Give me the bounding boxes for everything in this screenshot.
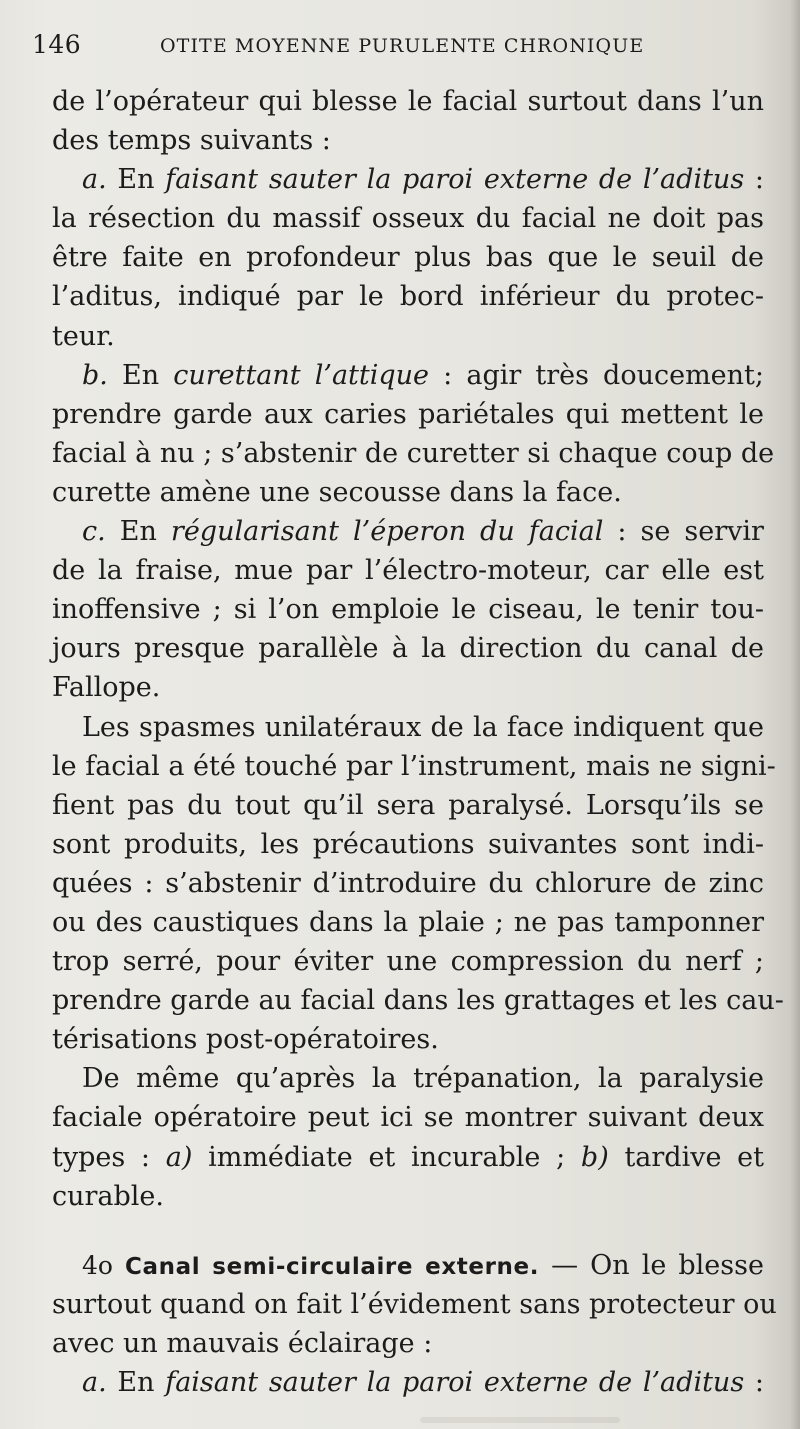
italic-phrase: faisant sauter la paroi externe de l’aditus — [165, 164, 745, 196]
list-item-c-line — [52, 512, 764, 551]
text-fragment: immédiate et incurable ; — [208, 1141, 566, 1173]
text-fragment: : se servir — [617, 516, 764, 548]
text-line: l’aditus, indiqué par le bord inférieur du protec- — [52, 281, 764, 313]
text-line: trop serré, pour éviter une compression du nerf ; — [52, 946, 764, 978]
text-fragment: types : — [52, 1141, 151, 1173]
section-spacer — [52, 1216, 764, 1246]
text-line: curable. — [52, 1180, 164, 1212]
text-line: la résection du massif osseux du facial ne doit pas — [52, 203, 764, 235]
section-number: 4o — [82, 1250, 113, 1280]
text-line: le facial a été touché par l’instrument, mais ne signi- — [52, 750, 776, 782]
text-fragment: : agir très doucement; — [443, 359, 765, 391]
text-fragment: tardive et — [624, 1141, 764, 1173]
text-line: facial à nu ; s’abstenir de curetter si chaque coup de — [52, 437, 775, 469]
text-line-types — [52, 1138, 764, 1177]
text-fragment: En — [117, 1367, 155, 1398]
section-title: Canal semi-circulaire externe. — [125, 1253, 540, 1280]
list-item-b-line — [52, 356, 764, 395]
text-line: Les spasmes unilatéraux de la face indiquent que — [82, 711, 764, 743]
italic-marker: a) — [165, 1141, 193, 1173]
text-line: de la fraise, mue par l’électro-moteur, car elle est — [52, 555, 764, 587]
text-line: de l’opérateur qui blesse le facial surtout dans l’un — [52, 86, 764, 117]
list-marker: c. — [82, 516, 106, 548]
text-fragment: : — [754, 1367, 764, 1398]
text-line: teur. — [52, 320, 115, 352]
text-line: sont produits, les précautions suivantes sont indi- — [52, 828, 764, 860]
text-line: jours presque parallèle à la direction du canal de — [52, 633, 764, 665]
text-line: fient pas du tout qu’il sera paralysé. Lorsqu’ils se — [52, 789, 764, 821]
page-number: 146 — [32, 30, 82, 59]
text-line: De même qu’après la trépanation, la paralysie — [82, 1063, 764, 1095]
text-line: térisations post-opératoires. — [52, 1024, 439, 1056]
text-line: avec un mauvais éclairage : — [52, 1327, 433, 1359]
running-head: OTITE MOYENNE PURULENTE CHRONIQUE — [160, 35, 645, 57]
text-fragment: : — [754, 164, 764, 196]
italic-phrase: faisant sauter la paroi externe de l’aditus — [165, 1367, 745, 1398]
text-line: faciale opératoire peut ici se montrer suivant deux — [52, 1102, 764, 1134]
text-line: Fallope. — [52, 672, 161, 704]
list-item-a-line — [52, 160, 764, 199]
text-line: inoffensive ; si l’on emploie le ciseau, le tenir tou- — [52, 594, 764, 626]
text-line: être faite en profondeur plus bas que le seuil de — [52, 242, 764, 274]
text-line: prendre garde au facial dans les grattages et les cau- — [52, 985, 784, 1017]
text-line: quées : s’abstenir d’introduire du chlorure de zinc — [52, 867, 764, 899]
list-marker: a. — [82, 164, 107, 196]
page-smudge — [420, 1417, 620, 1423]
text-line: prendre garde aux caries pariétales qui mettent le — [52, 398, 764, 430]
text-line: curette amène une secousse dans la face. — [52, 476, 622, 508]
text-fragment: — On le blesse — [551, 1249, 764, 1281]
text-fragment: En — [117, 164, 155, 196]
body-text — [52, 82, 784, 1402]
list-marker: a. — [82, 1367, 107, 1398]
text-fragment: En — [121, 359, 160, 391]
list-marker: b. — [82, 359, 108, 391]
text-fragment: En — [119, 516, 157, 548]
italic-phrase: curettant l’attique — [173, 359, 430, 391]
italic-marker: b) — [580, 1141, 609, 1173]
text-line: ou des caustiques dans la plaie ; ne pas tamponner — [52, 906, 764, 938]
list-item-a-line — [52, 1363, 764, 1402]
text-line: des temps suivants : — [52, 125, 331, 157]
section-heading-line — [52, 1246, 764, 1285]
text-line: surtout quand on fait l’évidement sans protecteur ou — [52, 1288, 777, 1320]
italic-phrase: régularisant l’éperon du facial — [170, 516, 604, 548]
